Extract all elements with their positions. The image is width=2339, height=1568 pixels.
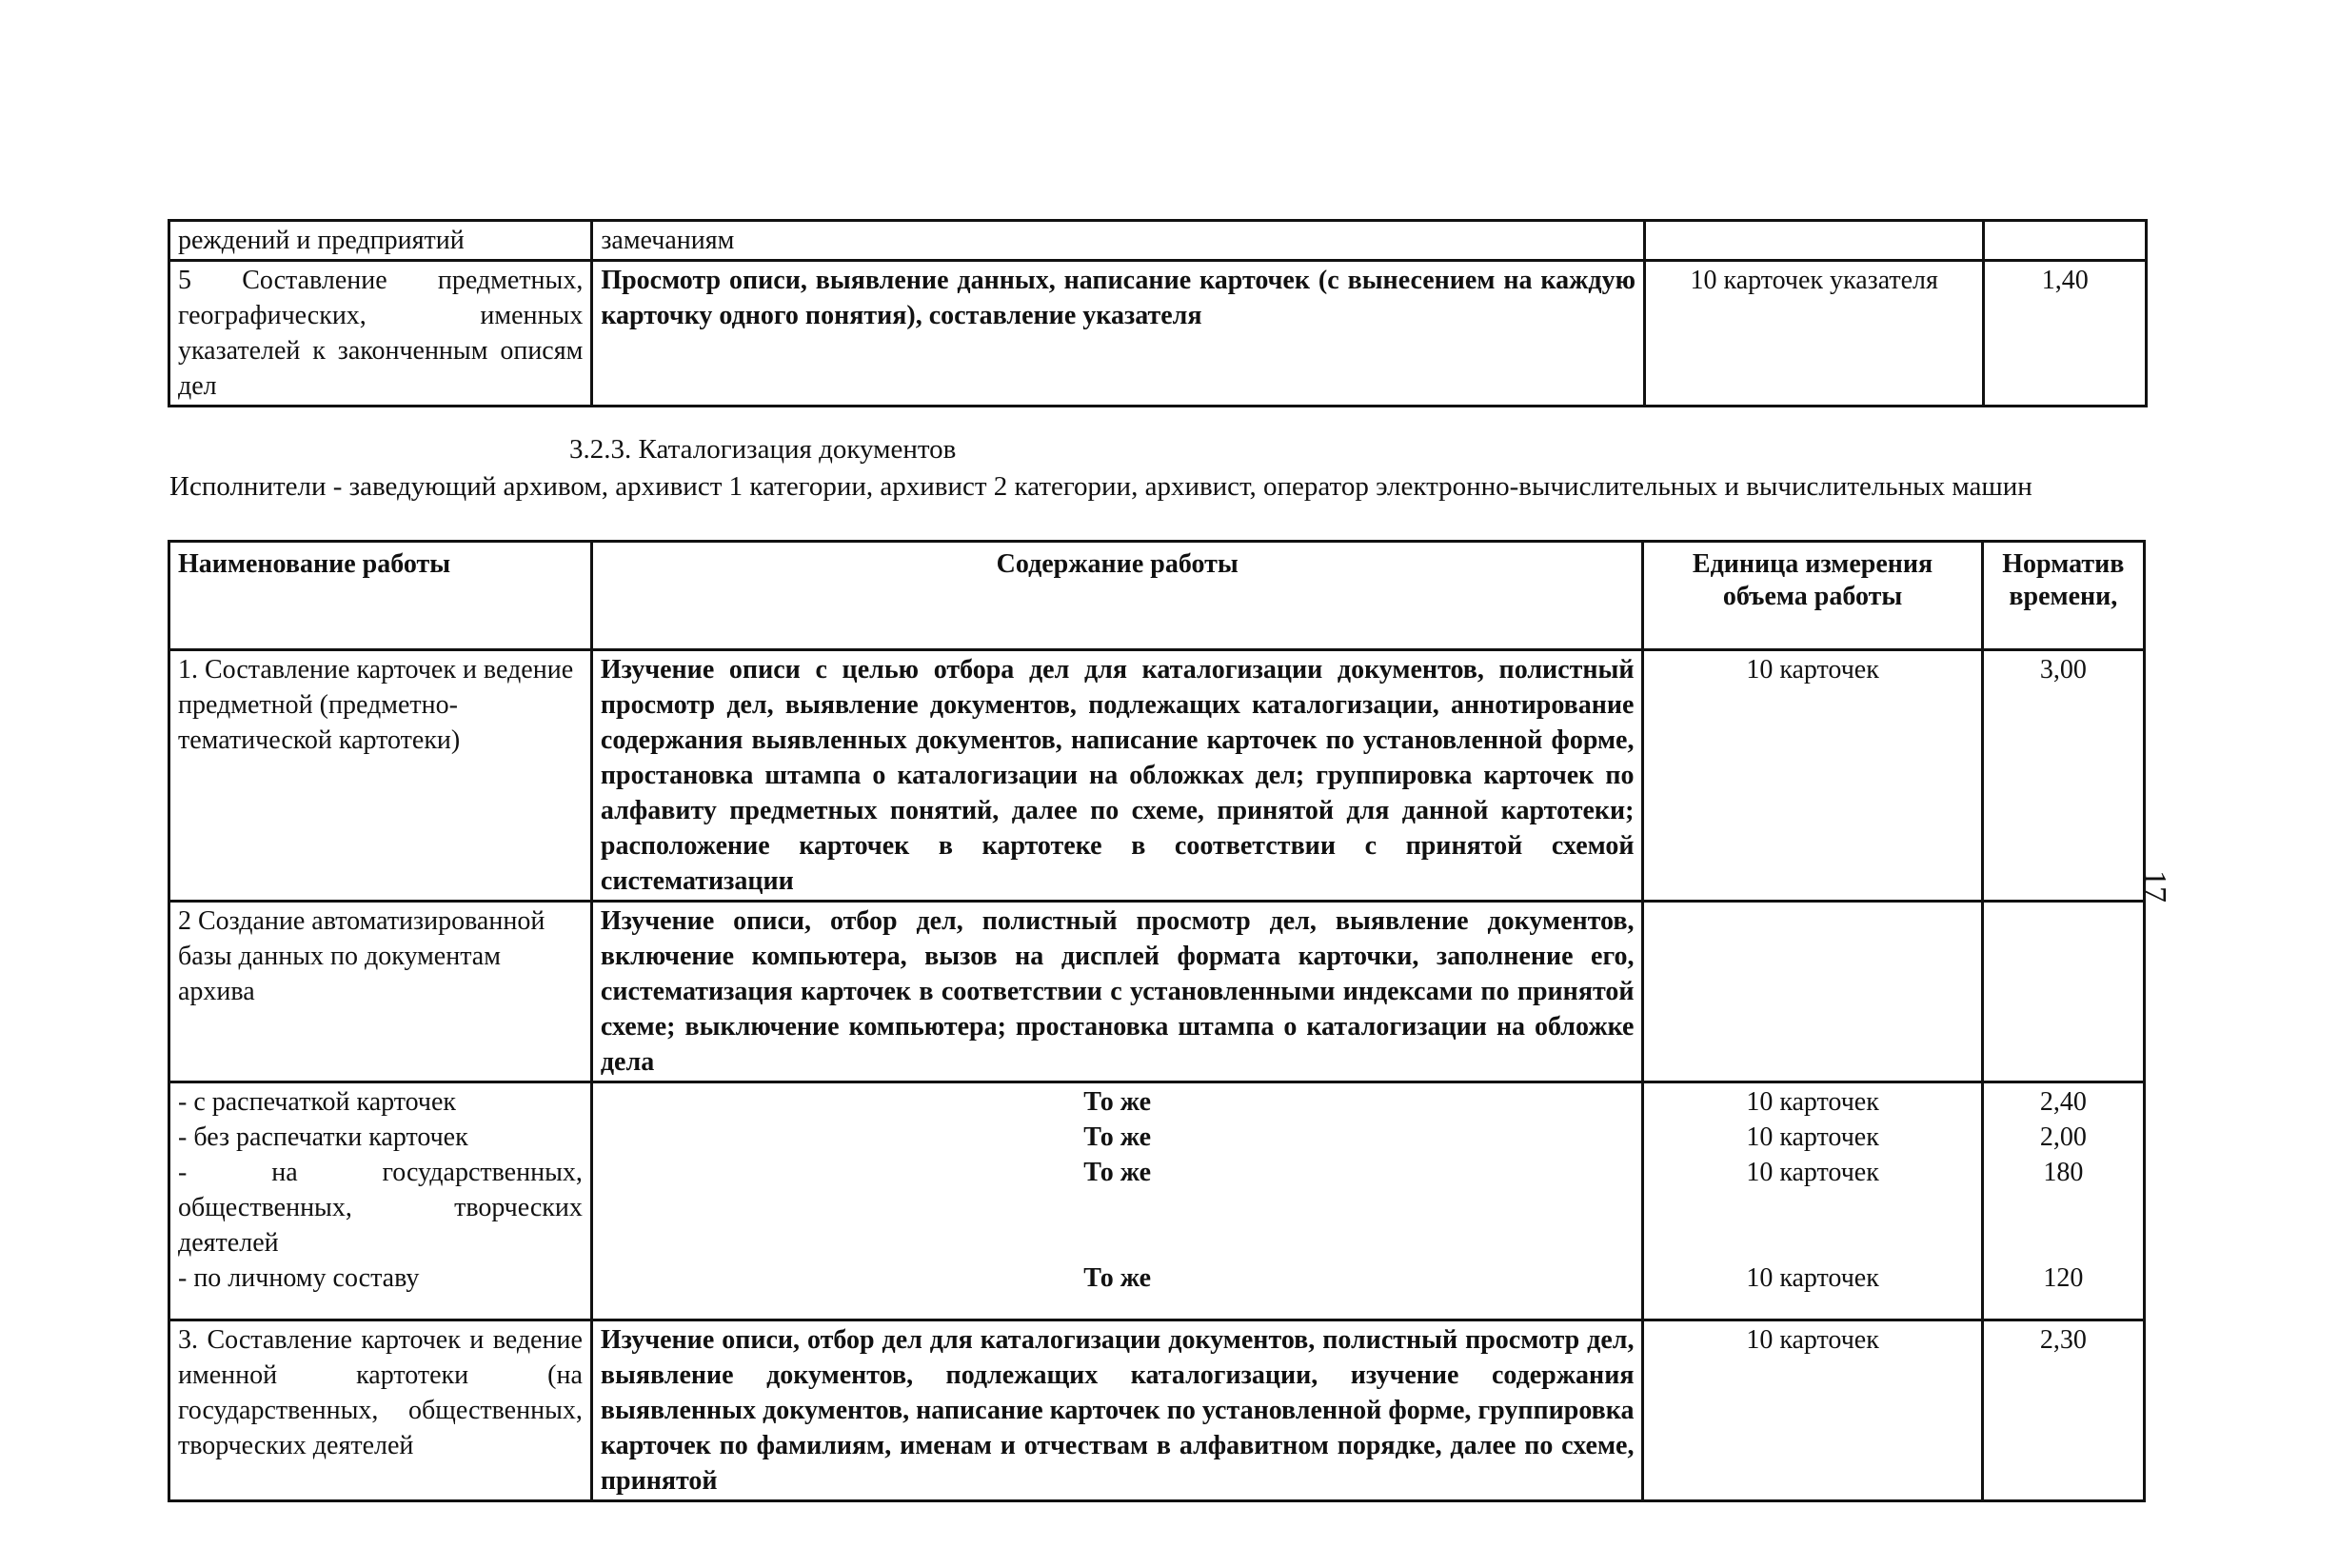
header-norm: Норматив времени,: [1982, 542, 2144, 650]
cell-content: Изучение описи с целью отбора дел для каталогизации документов, полистный просмотр дел, выявление документов, подлежащих каталогизации, аннотирование содержания выявленных документов, написание карточек по установленной форме, простановка штампа о каталогизации на обложках дел; группировка карточек по алфавиту предметных понятий, далее по схеме, принятой для данной картотеки; расположение карточек в картотеке в соответствии с принятой схемой систематизации: [591, 650, 1643, 902]
cell-name: 1. Составление карточек и ведение предметной (предметно- тематической картотеки): [169, 650, 592, 902]
cell-name: 3. Составление карточек и ведение именной картотеки (на государственных, общественных, творческих деятелей: [169, 1320, 592, 1501]
header-name: Наименование работы: [169, 542, 592, 650]
cell-norm: [1984, 221, 2147, 261]
sub-norm: 180: [2043, 1158, 2084, 1187]
sub-unit: 10 карточек: [1746, 1158, 1879, 1187]
sub-content: То же: [1083, 1087, 1152, 1117]
sub-norm: 2,40: [2039, 1087, 2087, 1117]
sub-name: - по личному составу: [178, 1263, 420, 1293]
sub-content: То же: [1083, 1263, 1152, 1293]
cell-content: Изучение описи, отбор дел для каталогизации документов, полистный просмотр дел, выявление документов, подлежащих каталогизации, изучение содержания выявленных документов, написание карточек по установленной форме, группировка карточек по фамилиям, именам и отчествам в алфавитном порядке, далее по схеме, принятой: [591, 1320, 1643, 1501]
table-row: [169, 221, 2147, 261]
sub-norm: 2,00: [2039, 1122, 2087, 1152]
cell-sub-contents: [591, 1082, 1643, 1320]
cell-unit: [1644, 221, 1984, 261]
cell-norm: [1982, 902, 2144, 1082]
cell-name: реждений и предприятий: [169, 221, 592, 261]
table-row: [169, 1320, 2145, 1501]
cell-name: 2 Создание автоматизированной базы данных по документам архива: [169, 902, 592, 1082]
sub-unit: 10 карточек: [1746, 1263, 1879, 1293]
cell-norm: 1,40: [1984, 261, 2147, 407]
sub-unit: 10 карточек: [1746, 1122, 1879, 1152]
executors-text: Исполнители - заведующий архивом, архивист 1 категории, архивист 2 категории, архивист, оператор электронно-вычислительных и вычислительных машин: [169, 471, 2032, 502]
cell-name: 5 Составление предметных, географических, именных указателей к законченным описям дел: [169, 261, 592, 407]
cell-content: Изучение описи, отбор дел, полистный просмотр дел, выявление документов, включение компьютера, вызов на дисплей формата карточки, заполнение его, систематизация карточек в соответствии с установленными индексами по принятой схеме; выключение компьютера; простановка штампа о каталогизации на обложке дела: [591, 902, 1643, 1082]
table-row: [169, 261, 2147, 407]
table-row: [169, 902, 2145, 1082]
cell-sub-names: [169, 1082, 592, 1320]
cell-norm: 3,00: [1982, 650, 2144, 902]
top-table: [168, 219, 2148, 407]
cell-unit: [1643, 902, 1982, 1082]
sub-norm: 120: [2043, 1263, 2084, 1293]
table-row: [169, 650, 2145, 902]
cell-unit: 10 карточек: [1643, 650, 1982, 902]
sub-unit: 10 карточек: [1746, 1087, 1879, 1117]
section-title: 3.2.3. Каталогизация документов: [569, 434, 957, 465]
cell-norm: 2,30: [1982, 1320, 2144, 1501]
sub-name: - без распечатки карточек: [178, 1122, 468, 1152]
cell-sub-units: [1643, 1082, 1982, 1320]
page-number: 17: [2137, 870, 2172, 903]
cell-sub-norms: [1982, 1082, 2144, 1320]
cell-unit: 10 карточек указателя: [1644, 261, 1984, 407]
cell-content: замечаниям: [592, 221, 1645, 261]
cell-content: Просмотр описи, выявление данных, написание карточек (с вынесением на каждую карточку одного понятия), составление указателя: [592, 261, 1645, 407]
main-table: [168, 540, 2146, 1502]
header-content: Содержание работы: [591, 542, 1643, 650]
sub-content: То же: [1083, 1158, 1152, 1187]
sub-content: То же: [1083, 1122, 1152, 1152]
header-unit: Единица измерения объема работы: [1643, 542, 1982, 650]
sub-name: - на государственных, общественных, творческих деятелей: [178, 1158, 583, 1258]
cell-unit: 10 карточек: [1643, 1320, 1982, 1501]
table-row: [169, 1082, 2145, 1320]
table-header-row: [169, 542, 2145, 650]
sub-name: - с распечаткой карточек: [178, 1087, 457, 1117]
